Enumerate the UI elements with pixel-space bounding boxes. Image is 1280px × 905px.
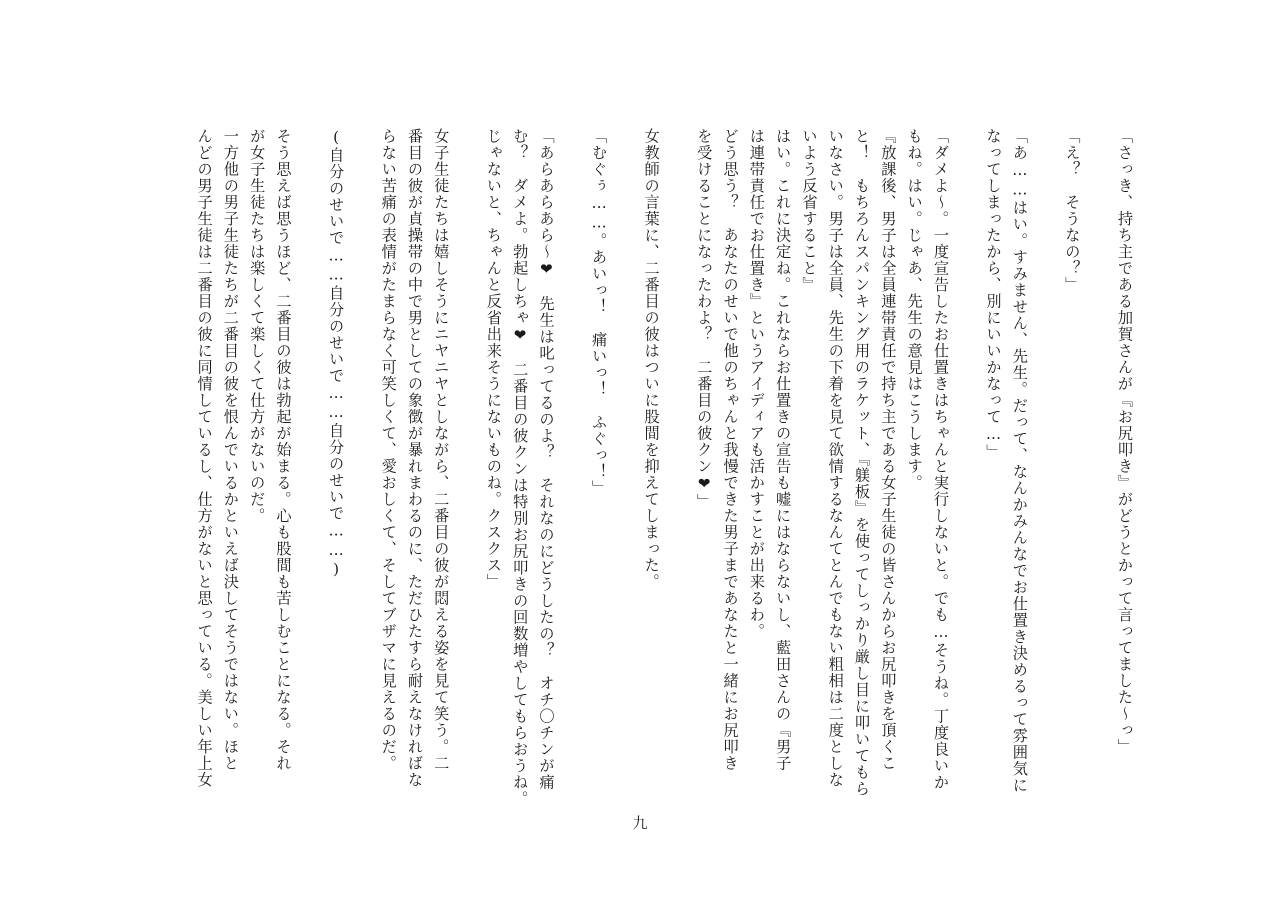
blank-line — [559, 128, 585, 808]
text-line: 「え？ そうなの？」 — [1063, 128, 1082, 293]
blank-line — [297, 128, 323, 808]
text-line: 番目の彼が貞操帯の中で男としての象徴が暴れまわるのに、ただひたすら耐えなければな — [405, 128, 424, 788]
blank-line — [665, 128, 691, 808]
text-line: は連帯責任でお仕置き』というアイディアも活かすことが出来るわ。 — [747, 128, 766, 640]
text-line: 女子生徒たちは嬉しそうにニヤニヤとしながら、二番目の彼が悶える姿を見て笑う。二 — [432, 128, 451, 772]
text-line: 「あらあらあら〜❤ 先生は叱ってるのよ？ それなのにどうしたの？ オチ〇チンが痛 — [537, 128, 556, 791]
text-line: 「ダメよ〜。一度宣告したお仕置きはちゃんと実行しないと。でも…そうね。丁度良いか — [931, 128, 950, 791]
blank-line — [454, 128, 480, 808]
text-line: 女教師の言葉に、二番目の彼はついに股間を抑えてしまった。 — [642, 128, 661, 590]
text-line: を受けることになったわよ？ 二番目の彼クン❤」 — [695, 128, 714, 511]
text-line: はい。これに決定ね。これならお仕置きの宣告も嘘にはならないし、藍田さんの『男子 — [774, 128, 793, 772]
text-line: 「むぐぅ……。あいっ！ 痛いっ！ ふぐっ！」 — [590, 128, 609, 497]
text-line: もね。はい。じゃあ、先生の意見はこうします。 — [905, 128, 924, 491]
text-line: 「さっき、持ち主である加賀さんが『お尻叩き』がどうとかって言ってました〜っ」 — [1116, 128, 1134, 755]
text-line: (自分のせいで……自分のせいで……自分のせいで……) — [327, 128, 346, 580]
text-line: 『放課後、男子は全員連帯責任で持ち主である女子生徒の皆さんからお尻叩きを頂くこ — [879, 128, 898, 772]
blank-line — [349, 128, 375, 808]
text-line: らない苦痛の表情がたまらなく可笑しくて、愛おしくて、そしてブザマに見えるのだ。 — [379, 128, 398, 772]
text-line: そう思えば思うほど、二番目の彼は勃起が始まる。心も股間も苦しむことになる。それ — [274, 128, 293, 772]
blank-line — [954, 128, 980, 808]
text-line: 「あ……はい。すみません、先生。だって、なんかみんなでお仕置き決めるって雰囲気に — [1010, 128, 1029, 794]
text-line: 一方他の男子生徒たちが二番目の彼を恨んでいるかといえば決してそうではない。ほと — [221, 128, 240, 772]
page-number: 九 — [632, 814, 648, 832]
blank-line — [1085, 128, 1111, 808]
text-line: なってしまったから、別にいいかなって…」 — [984, 128, 1003, 461]
text-line: いよう反省すること』 — [800, 128, 819, 293]
text-line: んどの男子生徒は二番目の彼に同情しているし、仕方がないと思っている。美しい年上女 — [195, 128, 214, 788]
text-line: じゃないと、ちゃんと反省出来そうにないものね。クスクス」 — [484, 128, 503, 590]
text-line: いなさい。男子は全員、先生の下着を見て欲情するなんてとんでもない粗相は二度としな — [826, 128, 845, 788]
blank-line — [612, 128, 638, 808]
text-line: どう思う？ あなたのせいで他のちゃんと我慢できた男子まであなたと一緒にお尻叩き — [721, 128, 740, 772]
vertical-text-body — [138, 128, 1138, 808]
text-line: が女子生徒たちは楽しくて楽しくて仕方がないのだ。 — [248, 128, 267, 524]
text-line: と！ もちろんスパンキング用のラケット、『躾板』を使ってしっかり厳し目に叩いてもら — [853, 128, 872, 797]
blank-line — [1033, 128, 1059, 808]
text-line: む？ ダメよ。勃起しちゃ❤ 二番目の彼クンは特別お尻叩きの回数増やしてもらおうね。 — [511, 128, 530, 808]
